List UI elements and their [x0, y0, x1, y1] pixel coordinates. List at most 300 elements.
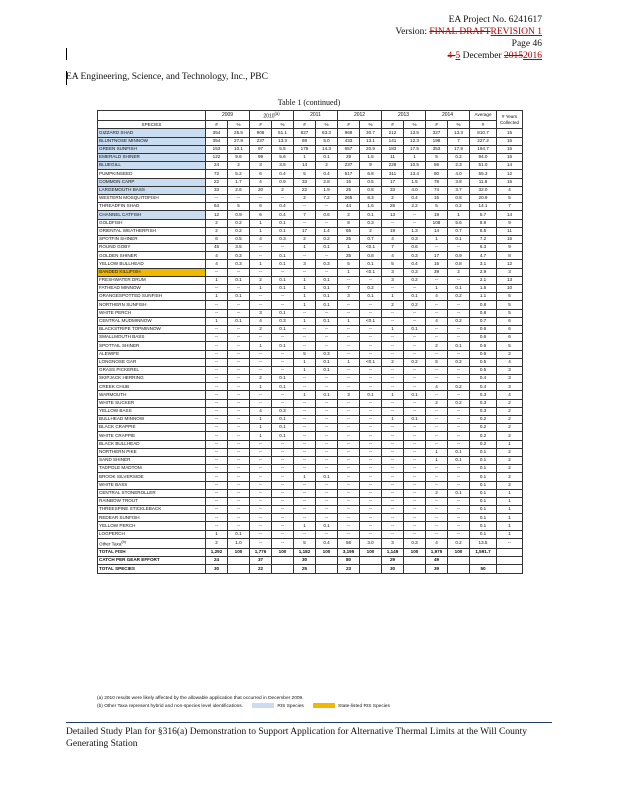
value-cell: -- — [360, 342, 382, 350]
value-cell: -- — [294, 309, 316, 317]
version-new: REVISION 1 — [490, 27, 542, 37]
value-cell: -- — [294, 514, 316, 522]
value-cell: 1 — [250, 424, 272, 432]
value-cell: -- — [272, 456, 294, 464]
value-cell: -- — [228, 456, 250, 464]
value-cell: 10 — [497, 285, 523, 293]
value-cell: 657 — [338, 145, 360, 153]
value-cell: 0.4 — [272, 203, 294, 211]
value-cell: -- — [250, 448, 272, 456]
species-name: YELLOW PERCH — [99, 522, 136, 528]
legend-swatch-ris — [252, 703, 274, 708]
species-name: SAND SHINER — [99, 457, 131, 463]
value-cell: -- — [404, 440, 426, 448]
value-cell: -- — [250, 391, 272, 399]
value-cell: 237 — [250, 137, 272, 145]
value-cell: -- — [382, 285, 404, 293]
value-cell: 25 — [294, 565, 316, 573]
species-name: FATHEAD MINNOW — [99, 285, 141, 291]
species-name: BLACK BULLHEAD — [99, 440, 140, 446]
value-cell: 1,149 — [382, 548, 404, 556]
value-cell: -- — [206, 391, 228, 399]
value-cell — [497, 557, 523, 565]
value-cell: 5.2 — [228, 170, 250, 178]
value-cell: -- — [338, 350, 360, 358]
value-cell: 4.0 — [448, 170, 470, 178]
value-cell: 2.2 — [404, 203, 426, 211]
value-cell: 1.9 — [316, 186, 338, 194]
year-header — [250, 111, 294, 121]
value-cell: 0.1 — [404, 391, 426, 399]
value-cell: 0.2 — [448, 293, 470, 301]
value-cell: 12 — [206, 211, 228, 219]
value-cell: -- — [404, 473, 426, 481]
value-cell: 0.5 — [360, 178, 382, 186]
value-cell: -- — [206, 424, 228, 432]
value-cell: 0.6 — [470, 350, 497, 358]
species-name: BLUNTNOSE MINNOW — [99, 137, 149, 143]
value-cell: 1 — [426, 235, 448, 243]
value-cell: -- — [448, 416, 470, 424]
value-cell: -- — [426, 473, 448, 481]
value-cell: 4 — [426, 293, 448, 301]
value-cell: 3,195 — [338, 548, 360, 556]
value-cell: -- — [382, 317, 404, 325]
year-header: 2014 — [426, 111, 470, 121]
value-cell: 3 — [497, 268, 523, 276]
value-cell: 15 — [338, 178, 360, 186]
value-cell: 2 — [250, 375, 272, 383]
species-name-cell — [98, 137, 206, 145]
footnote-b: (b) Other Taxa represent hybrid and non-species level identifications. — [97, 703, 244, 709]
value-cell: 13.5 — [470, 538, 497, 548]
value-cell: 1 — [206, 293, 228, 301]
value-cell: -- — [382, 473, 404, 481]
value-cell: 0.2 — [404, 358, 426, 366]
species-name-cell — [98, 194, 206, 202]
value-cell: 2 — [497, 432, 523, 440]
value-cell: -- — [382, 465, 404, 473]
value-cell: 15 — [497, 235, 523, 243]
date-line — [395, 50, 542, 62]
value-cell: 0.6 — [470, 342, 497, 350]
value-cell: -- — [360, 366, 382, 374]
value-cell: 100 — [228, 548, 250, 556]
value-cell: -- — [382, 497, 404, 505]
species-name: BLACK CRAPPIE — [99, 424, 136, 430]
value-cell: -- — [338, 276, 360, 284]
value-cell: -- — [382, 522, 404, 530]
species-name-cell — [98, 211, 206, 219]
value-cell: -- — [448, 244, 470, 252]
value-cell: -- — [404, 432, 426, 440]
value-cell: 0.3 — [404, 538, 426, 548]
value-cell: 25.5 — [228, 129, 250, 137]
value-cell: 2 — [294, 235, 316, 243]
value-cell: -- — [338, 465, 360, 473]
value-cell: -- — [338, 514, 360, 522]
value-cell: -- — [426, 497, 448, 505]
value-cell: 0.9 — [272, 178, 294, 186]
value-cell: -- — [382, 432, 404, 440]
species-name: COMMON CARP — [99, 178, 135, 184]
value-cell: -- — [426, 276, 448, 284]
value-cell: 15 — [426, 194, 448, 202]
value-cell: 0.1 — [404, 293, 426, 301]
value-cell: 827 — [294, 129, 316, 137]
value-cell: 30 — [294, 557, 316, 565]
value-cell: 0.1 — [360, 260, 382, 268]
species-name-cell — [98, 506, 206, 514]
average-count-header: # — [470, 121, 497, 129]
value-cell: -- — [206, 350, 228, 358]
value-cell: -- — [272, 538, 294, 548]
species-name: TADPOLE MADTOM — [99, 465, 142, 471]
value-cell: 0.2 — [360, 285, 382, 293]
value-cell: -- — [316, 465, 338, 473]
value-cell: 44 — [338, 203, 360, 211]
value-cell: 0.3 — [470, 407, 497, 415]
value-cell: 2 — [250, 325, 272, 333]
value-cell: -- — [294, 456, 316, 464]
value-cell: 0.1 — [316, 358, 338, 366]
footer-rule — [66, 722, 552, 723]
value-cell: -- — [250, 465, 272, 473]
value-cell: 5 — [497, 342, 523, 350]
value-cell: 0.8 — [448, 260, 470, 268]
value-cell: 26 — [382, 203, 404, 211]
value-cell: 1.3 — [404, 227, 426, 235]
value-cell: 29 — [382, 557, 404, 565]
value-cell: 0.1 — [404, 325, 426, 333]
value-cell: -- — [272, 489, 294, 497]
value-cell: -- — [448, 473, 470, 481]
value-cell: -- — [316, 268, 338, 276]
value-cell: -- — [316, 203, 338, 211]
species-name-cell — [98, 383, 206, 391]
value-cell: 1 — [294, 244, 316, 252]
years-collected-header: # Years Collected — [497, 111, 523, 129]
value-cell: -- — [426, 309, 448, 317]
value-cell: 7 — [338, 285, 360, 293]
value-cell: -- — [338, 416, 360, 424]
value-cell: 906 — [250, 129, 272, 137]
value-cell — [497, 548, 523, 556]
value-cell: 0.1 — [272, 375, 294, 383]
value-cell: -- — [250, 366, 272, 374]
value-cell: 1 — [250, 432, 272, 440]
value-cell: 0.1 — [316, 154, 338, 162]
value-cell: -- — [294, 325, 316, 333]
value-cell — [360, 565, 382, 573]
value-cell: -- — [360, 506, 382, 514]
value-cell: -- — [250, 473, 272, 481]
species-name: WHITE PERCH — [99, 309, 132, 315]
value-cell: 50 — [470, 565, 497, 573]
value-cell: -- — [272, 194, 294, 202]
species-name: ORANGESPOTTED SUNFISH — [99, 293, 163, 299]
value-cell: 1 — [294, 301, 316, 309]
value-cell: 1.5 — [470, 285, 497, 293]
table-row — [98, 391, 523, 399]
value-cell: -- — [448, 522, 470, 530]
value-cell: 49 — [426, 557, 448, 565]
value-cell: 4 — [250, 407, 272, 415]
percent-header: % — [448, 121, 470, 129]
value-cell: 13.5 — [404, 129, 426, 137]
value-cell: 0.1 — [404, 416, 426, 424]
value-cell: -- — [250, 194, 272, 202]
value-cell: 228 — [382, 162, 404, 170]
value-cell: 2 — [426, 342, 448, 350]
table-row — [98, 350, 523, 358]
value-cell: 0.2 — [316, 235, 338, 243]
value-cell: -- — [206, 489, 228, 497]
value-cell: <0.1 — [360, 244, 382, 252]
value-cell: 0.5 — [228, 235, 250, 243]
value-cell: -- — [426, 481, 448, 489]
value-cell: -- — [206, 325, 228, 333]
value-cell: 1 — [426, 456, 448, 464]
value-cell: 3 — [250, 309, 272, 317]
value-cell: -- — [316, 416, 338, 424]
species-name-cell — [98, 309, 206, 317]
value-cell: -- — [404, 506, 426, 514]
value-cell: -- — [228, 481, 250, 489]
value-cell: -- — [250, 358, 272, 366]
fish-data-table — [97, 110, 523, 574]
value-cell: -- — [382, 342, 404, 350]
value-cell: 0.1 — [448, 489, 470, 497]
value-cell: 0.8 — [448, 194, 470, 202]
value-cell — [316, 565, 338, 573]
value-cell: 1 — [294, 522, 316, 530]
value-cell: 3.7 — [448, 186, 470, 194]
species-name: EMERALD SHINER — [99, 154, 140, 160]
value-cell: -- — [426, 440, 448, 448]
value-cell: 3 — [250, 162, 272, 170]
value-cell: -- — [316, 489, 338, 497]
value-cell: 0.2 — [470, 432, 497, 440]
value-cell: 6 — [250, 170, 272, 178]
percent-header: % — [316, 121, 338, 129]
value-cell: -- — [382, 375, 404, 383]
species-name-cell — [98, 548, 206, 556]
species-name-cell — [98, 416, 206, 424]
value-cell: -- — [294, 432, 316, 440]
value-cell: 55.3 — [470, 170, 497, 178]
value-cell: 6 — [497, 325, 523, 333]
value-cell: 0.1 — [272, 260, 294, 268]
table-row — [98, 424, 523, 432]
version-struck: FINAL DRAFT — [429, 27, 491, 37]
table-row — [98, 301, 523, 309]
value-cell: -- — [316, 309, 338, 317]
year-header: 2012 — [338, 111, 382, 121]
value-cell: -- — [294, 219, 316, 227]
value-cell: -- — [228, 285, 250, 293]
value-cell: -- — [206, 342, 228, 350]
value-cell: 8.9 — [470, 219, 497, 227]
species-header: SPECIES — [98, 121, 206, 129]
value-cell: -- — [294, 424, 316, 432]
value-cell: -- — [382, 366, 404, 374]
value-cell: -- — [360, 522, 382, 530]
value-cell: 14 — [426, 227, 448, 235]
value-cell: -- — [360, 514, 382, 522]
value-cell: -- — [272, 334, 294, 342]
value-cell: -- — [228, 366, 250, 374]
value-cell — [497, 565, 523, 573]
value-cell: 0.1 — [272, 219, 294, 227]
value-cell: -- — [316, 375, 338, 383]
table-row — [98, 235, 523, 243]
value-cell: -- — [426, 522, 448, 530]
value-cell: -- — [360, 407, 382, 415]
value-cell: 8.3 — [360, 194, 382, 202]
value-cell: 9 — [497, 244, 523, 252]
value-cell: 3 — [338, 293, 360, 301]
value-cell: 122 — [206, 154, 228, 162]
value-cell: -- — [294, 399, 316, 407]
value-cell: 2.6 — [228, 186, 250, 194]
value-cell: -- — [338, 440, 360, 448]
value-cell: 5.6 — [448, 219, 470, 227]
value-cell: 0.3 — [404, 268, 426, 276]
value-cell: 78 — [426, 178, 448, 186]
value-cell: 194.7 — [470, 145, 497, 153]
value-cell: -- — [228, 522, 250, 530]
value-cell: -- — [250, 334, 272, 342]
value-cell: 20.9 — [470, 194, 497, 202]
value-cell — [316, 557, 338, 565]
value-cell: 1 — [382, 325, 404, 333]
value-cell: 2 — [497, 456, 523, 464]
value-cell: 27.9 — [228, 137, 250, 145]
value-cell: -- — [294, 334, 316, 342]
value-cell: 65 — [338, 227, 360, 235]
species-name-cell — [98, 407, 206, 415]
value-cell: -- — [360, 276, 382, 284]
value-cell: 12.3 — [404, 137, 426, 145]
legend-label-ris: RIS Species — [277, 703, 304, 709]
value-cell: 69 — [294, 137, 316, 145]
value-cell: 4.0 — [404, 186, 426, 194]
value-cell: -- — [382, 334, 404, 342]
value-cell: 33 — [382, 186, 404, 194]
value-cell: 9 — [360, 162, 382, 170]
species-name: WHITE SUCKER — [99, 399, 135, 405]
value-cell: -- — [206, 334, 228, 342]
species-name: GIZZARD SHAD — [99, 129, 134, 135]
species-name-cell — [98, 342, 206, 350]
project-number: EA Project No. 6241617 — [448, 15, 542, 25]
species-name: ROUND GOBY — [99, 244, 131, 250]
species-name-cell — [98, 538, 206, 548]
value-cell: -- — [382, 489, 404, 497]
value-cell: 8.5 — [470, 227, 497, 235]
value-cell: 0.2 — [448, 203, 470, 211]
value-cell: 0.2 — [448, 538, 470, 548]
species-name: SPOTTAIL SHINER — [99, 342, 140, 348]
species-name-cell — [98, 268, 206, 276]
change-bar — [66, 48, 67, 60]
value-cell: 1 — [294, 473, 316, 481]
value-cell: -- — [338, 432, 360, 440]
value-cell: -- — [206, 416, 228, 424]
species-name: NORTHERN SUNFISH — [99, 301, 147, 307]
value-cell: 2 — [382, 194, 404, 202]
value-cell: 1 — [426, 448, 448, 456]
value-cell: 5.0 — [316, 137, 338, 145]
value-cell: 0.1 — [316, 522, 338, 530]
species-name: YELLOW BASS — [99, 408, 132, 414]
value-cell: 0.1 — [272, 383, 294, 391]
value-cell: -- — [272, 448, 294, 456]
value-cell: -- — [228, 407, 250, 415]
value-cell: 30 — [382, 565, 404, 573]
species-name-cell — [98, 203, 206, 211]
value-cell: 0.1 — [470, 473, 497, 481]
value-cell: 0.4 — [470, 383, 497, 391]
value-cell: 1 — [382, 293, 404, 301]
value-cell: 0.1 — [448, 235, 470, 243]
value-cell: 33 — [206, 186, 228, 194]
value-cell: -- — [338, 309, 360, 317]
value-cell: 1 — [250, 383, 272, 391]
value-cell: 0.6 — [470, 325, 497, 333]
value-cell: -- — [272, 473, 294, 481]
value-cell: -- — [272, 244, 294, 252]
value-cell: -- — [360, 350, 382, 358]
value-cell: -- — [250, 530, 272, 538]
value-cell: 0.3 — [316, 260, 338, 268]
table-row — [98, 358, 523, 366]
value-cell: -- — [426, 506, 448, 514]
value-cell: -- — [404, 350, 426, 358]
species-name: THREADFIN SHAD — [99, 203, 140, 209]
species-name-cell — [98, 375, 206, 383]
value-cell: 3 — [497, 383, 523, 391]
species-name-cell — [98, 301, 206, 309]
average-header: Average — [470, 111, 497, 121]
value-cell: -- — [404, 219, 426, 227]
value-cell: -- — [360, 301, 382, 309]
value-cell: 0.1 — [470, 497, 497, 505]
value-cell: -- — [250, 456, 272, 464]
value-cell: 80 — [426, 170, 448, 178]
value-cell: -- — [448, 407, 470, 415]
species-name: LOGPERCH — [99, 530, 125, 536]
value-cell: 25 — [338, 186, 360, 194]
value-cell — [470, 557, 497, 565]
value-cell: 1 — [497, 440, 523, 448]
value-cell: -- — [360, 424, 382, 432]
table-row — [98, 219, 523, 227]
value-cell: 25 — [338, 252, 360, 260]
value-cell: 1 — [497, 514, 523, 522]
species-name: WARMOUTH — [99, 391, 127, 397]
value-cell: 1.5 — [360, 154, 382, 162]
value-cell: 9 — [497, 219, 523, 227]
value-cell: -- — [404, 465, 426, 473]
value-cell: 0.1 — [272, 424, 294, 432]
value-cell: -- — [338, 301, 360, 309]
value-cell — [404, 565, 426, 573]
value-cell: 0.7 — [360, 235, 382, 243]
value-cell: -- — [250, 506, 272, 514]
value-cell: -- — [382, 481, 404, 489]
